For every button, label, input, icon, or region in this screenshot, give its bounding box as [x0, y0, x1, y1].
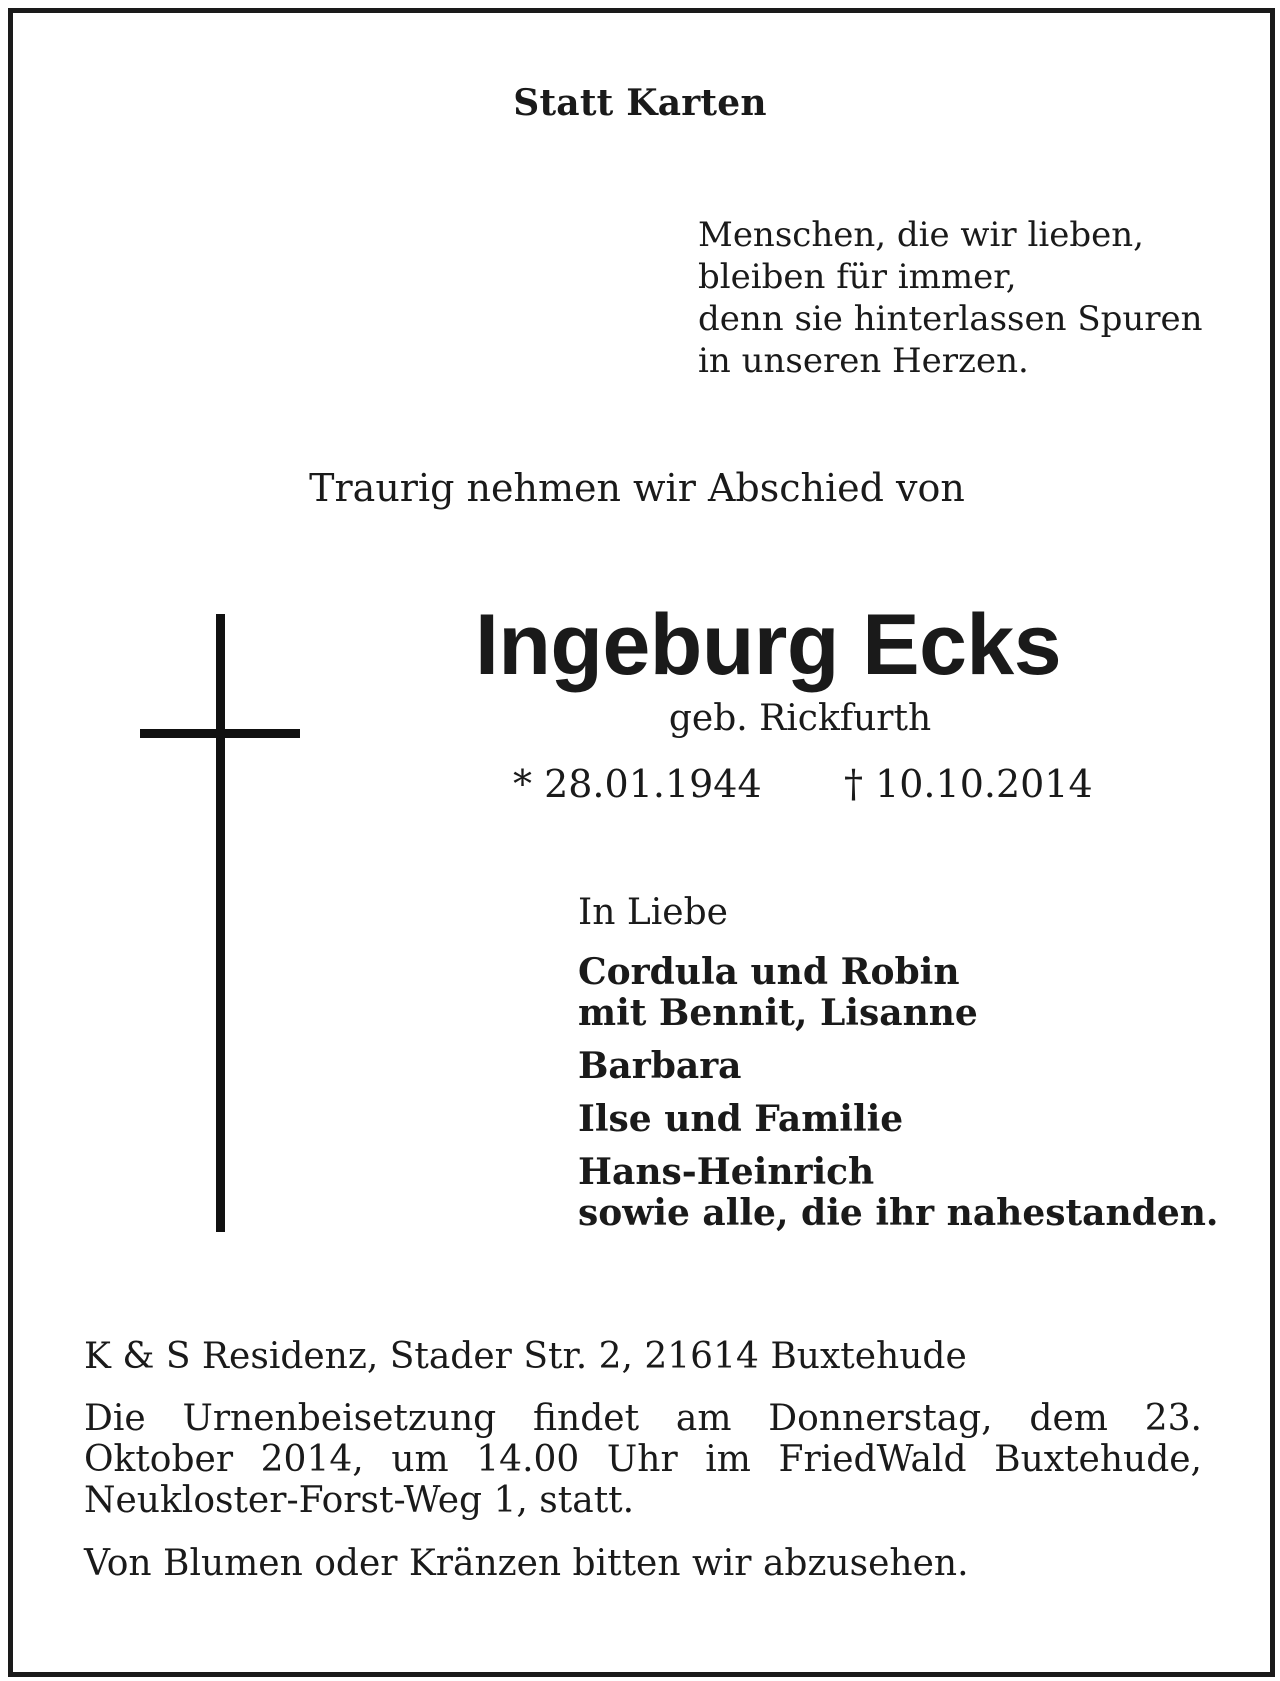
poem-line: Menschen, die wir lieben,	[698, 215, 1144, 255]
deceased-name: Ingeburg Ecks	[475, 597, 1062, 693]
mourner-line: Hans-Heinrich	[578, 1151, 875, 1193]
poem-line: bleiben für immer,	[698, 257, 1017, 297]
header-statt-karten: Statt Karten	[513, 82, 767, 124]
intro-line	[0, 466, 1280, 510]
flowers-note: Von Blumen oder Kränzen bitten wir abzusehen.	[84, 1543, 969, 1584]
birth-date: * 28.01.1944	[513, 762, 762, 806]
mourner-line: sowie alle, die ihr nahestanden.	[578, 1192, 1219, 1234]
maiden-name: geb. Rickfurth	[668, 698, 932, 739]
mourners-list	[578, 952, 1218, 1234]
poem	[698, 214, 1203, 382]
mourner-line: Cordula und Robin	[578, 951, 960, 993]
mourner-line: Barbara	[578, 1045, 742, 1087]
death-date: † 10.10.2014	[844, 762, 1093, 806]
intro-text: Traurig nehmen wir Abschied von	[309, 466, 965, 510]
burial-info: Die Urnenbeisetzung findet am Donnerstag, dem 23. Oktober 2014, um 14.00 Uhr im FriedWald Buxtehude, Neukloster-Forst-Weg 1, statt.	[84, 1398, 1202, 1521]
poem-line: in unseren Herzen.	[698, 341, 1029, 381]
address-line: K & S Residenz, Stader Str. 2, 21614 Buxtehude	[84, 1336, 967, 1377]
in-liebe-line: In Liebe	[578, 892, 728, 933]
maiden-name-line	[0, 698, 1280, 739]
poem-line: denn sie hinterlassen Spuren	[698, 299, 1203, 339]
mourner-line: mit Bennit, Lisanne	[578, 992, 978, 1034]
mourner-line: Ilse und Familie	[578, 1098, 904, 1140]
